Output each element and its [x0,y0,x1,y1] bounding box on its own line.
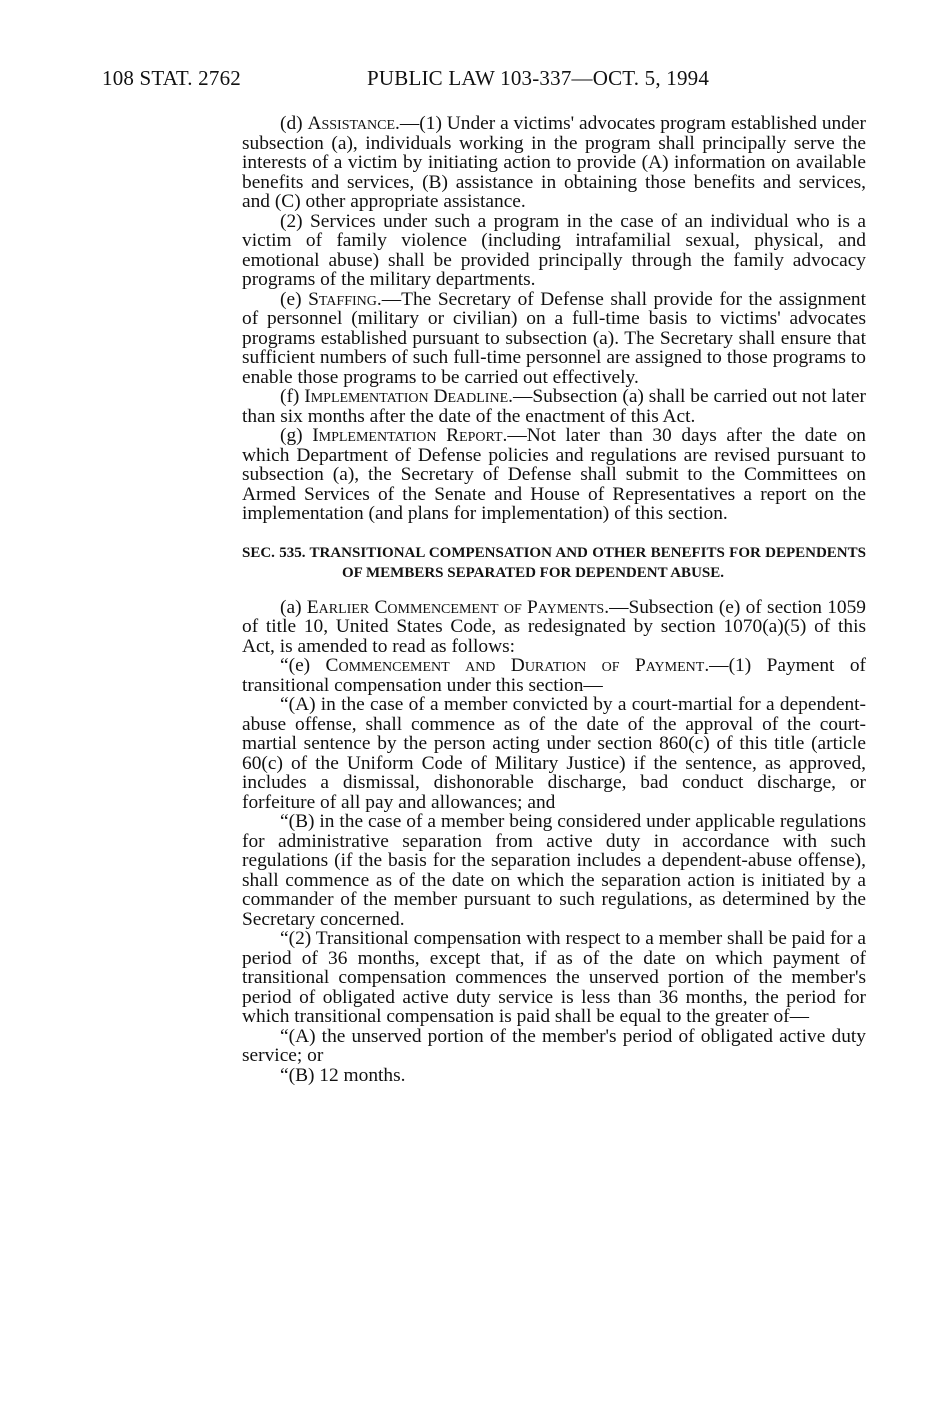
paragraph-label: “(e) [280,655,326,676]
stat-page-reference: 108 STAT. 2762 [102,66,241,90]
paragraph-g [242,426,866,524]
paragraph-e [242,290,866,388]
quoted-paragraph-e2: “(2) Transitional compensation with respect to a member shall be paid for a period of 36 months, except that, if as of the date on which payment of transitional compensation commences the unserved portion of the member's period of obligated active duty service is less than 36 months, the period for which transitional compensation is paid shall be equal to the greater of— [242,928,866,1027]
paragraph-label: (a) [280,596,307,618]
paragraph-535a [242,598,866,657]
section-535-heading: SEC. 535. TRANSITIONAL COMPENSATION AND OTHER BENEFITS FOR DEPENDENTS OF MEMBERS SEPARATED FOR DEPENDENT ABUSE. [242,544,866,581]
paragraph-text: .—Subsection (a) shall be carried out not later than six months after the date of the enactment of this Act. [242,386,866,427]
paragraph-heading: Staffing [308,288,377,310]
document-body [242,114,866,1085]
paragraph-text: .—Subsection (e) of section 1059 of title 10, United States Code, as redesignated by section 1070(a)(5) of this Act, is amended to read as follows: [242,596,866,657]
quoted-clause-e1A: “(A) in the case of a member convicted by a court-martial for a dependent-abuse offense, shall commence as of the date of the approval of the court-martial sentence by the person acting under section 860(c) of this title (article 60(c) of the Uniform Code of Military Justice) if the sentence, as approved, includes a dismissal, dishonorable discharge, bad conduct discharge, or forfeiture of all pay and allowances; and [242,694,866,813]
quoted-clause-e2A: “(A) the unserved portion of the member's period of obligated active duty service; or [242,1025,866,1066]
page-header [102,66,762,96]
paragraph-heading: Implementation Deadline [304,386,509,407]
paragraph-label: (g) [280,425,313,446]
paragraph-d2: (2) Services under such a program in the case of an individual who is a victim of family violence (including intrafamilial sexual, physical, and emotional abuse) shall be provided principally through the family advocacy programs of the military departments. [242,210,866,290]
paragraph-label: (f) [280,386,305,407]
paragraph-heading: Earlier Commencement of Payments [306,596,605,618]
public-law-reference: PUBLIC LAW 103-337—OCT. 5, 1994 [367,66,710,90]
paragraph-label: (e) [280,288,309,310]
quoted-subsection-e [242,656,866,695]
quoted-clause-e1B: “(B) in the case of a member being considered under applicable regulations for administrative separation from active duty in accordance with such regulations (if the basis for the separation includes a dependent-abuse offense), shall commence as of the date on which the separation action is initiated by a commander of the member pursuant to such regulations, as determined by the Secretary concerned. [242,811,866,930]
paragraph-text: .—(1) Payment of transitional compensation under this section— [242,655,866,696]
paragraph-heading: Commencement and Duration of Payment [325,655,705,676]
quoted-clause-e2B: “(B) 12 months. [280,1064,406,1086]
paragraph-text: .—(1) Under a victims' advocates program established under subsection (a), individuals working in the program shall principally serve the interests of a victim by initiating action to provide (A) information on available benefits and services, (B) assistance in obtaining those benefits and services, and (C) other appropriate assistance. [242,113,866,212]
paragraph-heading: Assistance [307,113,396,134]
paragraph-text: .—The Secretary of Defense shall provide for the assignment of personnel (military or civilian) on a full-time basis to victims' advocates programs established pursuant to subsection (a). The Secretary shall ensure that sufficient numbers of such full-time personnel are assigned to those programs to enable those programs to be carried out effectively. [242,288,867,388]
paragraph-label: (d) [280,113,308,134]
paragraph-f [242,387,866,426]
paragraph-d1 [242,114,866,212]
paragraph-text: .—Not later than 30 days after the date on which Department of Defense policies and regulations are revised pursuant to subsection (a), the Secretary of Defense shall submit to the Committees on Armed Services of the Senate and House of Representatives a report on the implementation (and plans for implementation) of this section. [242,425,866,524]
paragraph-heading: Implementation Report [312,425,503,446]
